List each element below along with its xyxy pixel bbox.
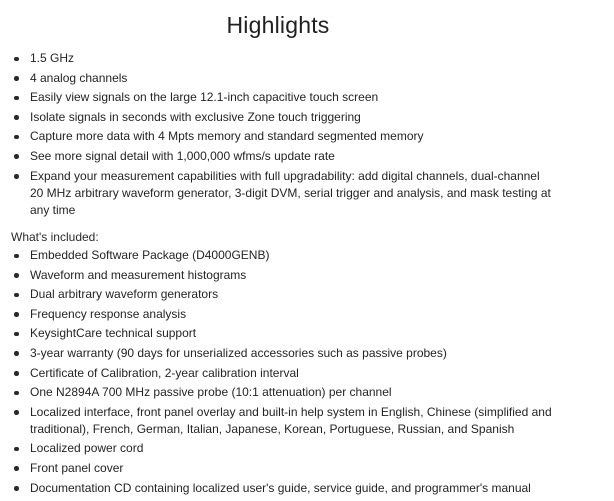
bullet-icon bbox=[14, 254, 19, 259]
list-item bbox=[0, 365, 614, 382]
bullet-icon bbox=[14, 76, 19, 81]
list-item-text: Isolate signals in seconds with exclusive Zone touch triggering bbox=[30, 109, 361, 124]
bullet-icon bbox=[14, 447, 19, 452]
list-item bbox=[0, 128, 614, 145]
bullet-icon bbox=[14, 410, 19, 415]
bullet-icon bbox=[14, 135, 19, 140]
included-list bbox=[0, 247, 614, 499]
bullet-icon bbox=[14, 293, 19, 298]
list-item bbox=[0, 247, 614, 264]
page-title: Highlights bbox=[226, 12, 330, 38]
list-item-text: Certificate of Calibration, 2-year calibration interval bbox=[30, 365, 299, 380]
list-item bbox=[0, 384, 614, 401]
list-item bbox=[0, 404, 614, 438]
list-item-text: Embedded Software Package (D4000GENB) bbox=[30, 248, 270, 262]
highlights-list bbox=[0, 50, 614, 221]
list-item bbox=[0, 480, 614, 497]
list-item-text: One N2894A 700 MHz passive probe (10:1 attenuation) per channel bbox=[30, 385, 392, 400]
list-item-text: KeysightCare technical support bbox=[30, 326, 197, 341]
bullet-icon bbox=[14, 332, 19, 337]
bullet-icon bbox=[14, 371, 19, 376]
bullet-icon bbox=[14, 351, 19, 356]
bullet-icon bbox=[14, 57, 19, 62]
included-heading: What's included: bbox=[11, 230, 99, 244]
bullet-icon bbox=[14, 174, 19, 179]
list-item bbox=[0, 148, 614, 165]
bullet-icon bbox=[14, 96, 19, 101]
list-item-text: Frequency response analysis bbox=[30, 306, 187, 321]
list-item bbox=[0, 306, 614, 323]
bullet-icon bbox=[14, 154, 19, 159]
list-item bbox=[0, 325, 614, 342]
list-item-text: Dual arbitrary waveform generators bbox=[30, 287, 219, 302]
bullet-icon bbox=[14, 312, 19, 317]
list-item bbox=[0, 440, 614, 457]
list-item-text: Localized interface, front panel overlay and built-in help system in English, Chinese (simplified and traditional), French, German, Italian, Japanese, Korean, Portuguese, Russian, and Spanish bbox=[30, 404, 552, 436]
list-item bbox=[0, 70, 614, 87]
list-item bbox=[0, 50, 614, 67]
list-item-text: Documentation CD containing localized user's guide, service guide, and programmer's manual bbox=[30, 480, 531, 495]
bullet-icon bbox=[14, 486, 19, 491]
list-item-text: See more signal detail with 1,000,000 wfms/s update rate bbox=[30, 148, 335, 163]
list-item-text: Capture more data with 4 Mpts memory and standard segmented memory bbox=[30, 129, 424, 144]
list-item bbox=[0, 109, 614, 126]
list-item bbox=[0, 286, 614, 303]
list-item bbox=[0, 168, 614, 219]
bullet-icon bbox=[14, 466, 19, 471]
list-item-text: 4 analog channels bbox=[30, 70, 128, 85]
list-item bbox=[0, 460, 614, 477]
bullet-icon bbox=[14, 273, 19, 278]
list-item-text: Waveform and measurement histograms bbox=[30, 267, 247, 282]
list-item-text: 3-year warranty (90 days for unserialized accessories such as passive probes) bbox=[30, 345, 447, 360]
list-item-text: 1.5 GHz bbox=[30, 51, 75, 65]
list-item-text: Expand your measurement capabilities with full upgradability: add digital channels, dual-channel 20 MHz arbitrary waveform generator, 3-digit DVM, serial trigger and analysis, and mask testing at any time bbox=[30, 168, 551, 217]
list-item-text: Front panel cover bbox=[30, 460, 124, 475]
list-item bbox=[0, 345, 614, 362]
list-item-text: Easily view signals on the large 12.1-inch capacitive touch screen bbox=[30, 90, 379, 105]
list-item bbox=[0, 89, 614, 106]
bullet-icon bbox=[14, 115, 19, 120]
list-item-text: Localized power cord bbox=[30, 441, 144, 456]
bullet-icon bbox=[14, 391, 19, 396]
list-item bbox=[0, 267, 614, 284]
